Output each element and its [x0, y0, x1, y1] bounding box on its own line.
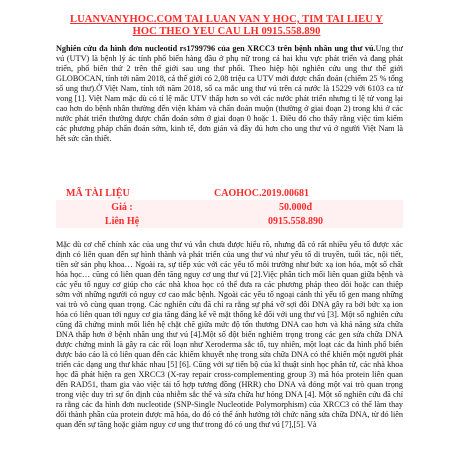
info-value: 50.000đ	[188, 200, 403, 214]
info-label: MÃ TÀI LIỆU	[56, 186, 188, 200]
contact-phone[interactable]: 0915.558.890	[188, 214, 403, 228]
header-banner[interactable]	[0, 14, 453, 38]
info-value: CAOHOC.2019.00681	[188, 186, 403, 200]
body-paragraph	[56, 240, 403, 430]
info-label: Liên Hệ	[56, 214, 188, 228]
intro-paragraph	[56, 44, 403, 144]
paragraph-lead: Nghiên cứu đa hình đơn nucleotid rs1799796 của gen XRCC3 trên bệnh nhân ung thư vú.	[56, 44, 376, 53]
banner-line-2[interactable]: HOC THEO YEU CAU LH 0915.558.890	[132, 26, 321, 37]
info-row-contact	[56, 214, 403, 228]
info-label: Giá :	[56, 200, 188, 214]
paragraph-text: Mặc dù cơ chế chính xác của ung thư vú vẫn chưa được hiểu rõ, nhưng đã có rất nhiều yếu tố được xác định có liên quan đến sự hình thành và phát triển của ung thư vú như yếu tố di truyền, tuổi tác, nội tiết, tiền sử sản phụ khoa… Ngoài ra, sự tiếp xúc với các yếu tố môi trường như bức xạ ion hóa, một số chất hóa học… cũng có liên quan đến tăng nguy cơ ung thư vú [2].Việc phân tích mối liên quan giữa bệnh và các yếu tố nguy cơ giúp cho các nhà khoa học có thể đưa ra các phương pháp theo dõi hoặc can thiệp sớm với những người có nguy cơ cao mắc bệnh. Ngoài các yếu tố ngoại cảnh thì yếu tố gen mang những vai trò vô cùng quan trọng. Các nghiên cứu đã chỉ ra rằng sự phá vỡ sợi đôi DNA gây ra bởi bức xạ ion hóa có liên quan tới nguy cơ gia tăng đáng kể về mặt thống kê đối với ung thư vú [3]. Một số nghiên cứu cũng đã chứng minh mối liên hệ chặt chẽ giữa mức độ tổn thương DNA cao hơn và khả năng sửa chữa DNA thấp hơn ở bệnh nhân ung thư vú [4].Một số đột biến nghiêm trọng trong các gen sửa chữa DNA được chứng minh là gây ra các rối loạn như Xeroderma sắc tố, tuy nhiên, một loạt các đa hình phổ biến được báo cáo là có liên quan đến các khiếm khuyết nhẹ trong sửa chữa DNA có thể khiến một người phát triển các dạng ung thư khác nhau [5] [6]. Cũng với sự tiến bộ của kĩ thuật sinh học phân tử, các nhà khoa học đã phát hiện ra gen XRCC3 (X-ray repair cross-complementing group 3) mã hóa protein liên quan đến RAD51, tham gia vào việc tái tổ hợp tương đồng (HRR) cho DNA và đóng một vai trò quan trọng trong việc duy trì sự ổn định của nhiễm sắc thể và sửa chữa hư hỏng DNA [4]. Một số nghiên cứu đã chỉ ra rằng các đa hình đơn nucleotide (SNP-Single Nucleotide Polymorphism) của XRCC3 có thể làm thay đổi thành phần của protein được mã hóa, do đó có thể ảnh hưởng tới chức năng sửa chữa DNA, từ đó liên quan đến sự tăng hoặc giảm nguy cơ ung thư trong đó có ung thư vú [7],[5]. Và	[56, 240, 403, 429]
info-row-price	[56, 200, 403, 214]
paragraph-text: Ung thư vú (UTV) là bệnh lý ác tính phổ biến hàng đầu ở phụ nữ trong cả hai khu vực phát triển và đang phát triển, phổ biến thứ 2 trên thế giới sau ung thư phổi. Theo hiệp hội nghiên cứu ung thư thế giới GLOBOCAN, tính tới năm 2018, cả thế giới có 2,08 triệu ca UTV mới được chẩn đoán (chiếm 25 % tổng số ung thư).Ở Việt Nam, tính tới năm 2018, số ca mắc ung thư vú trên cả nước là 15229 với 6103 ca tử vong [1]. Việt Nam mặc dù có tỉ lệ mắc UTV thấp hơn so với các nước phát triển nhưng tỉ lệ tử vong lại cao hơn do bệnh nhân thường đến viện khám và chẩn đoán muộn (thường ở giai đoạn 2) trong khi ở các nước phát triển thường được chẩn đoán sớm ở giai đoạn 0 hoặc 1. Điều đó cho thấy rằng việc tìm kiếm các phương pháp chẩn đoán sớm, kinh tế, đơn giản và đầy đủ hơn cho ung thư vú ở người Việt Nam là hết sức cần thiết.	[56, 44, 403, 143]
info-row-code	[56, 186, 403, 200]
banner-line-1[interactable]: LUANVANYHOC.COM TAI LUAN VAN Y HOC, TIM TAI LIEU Y	[70, 14, 383, 25]
document-info-table	[56, 186, 403, 228]
